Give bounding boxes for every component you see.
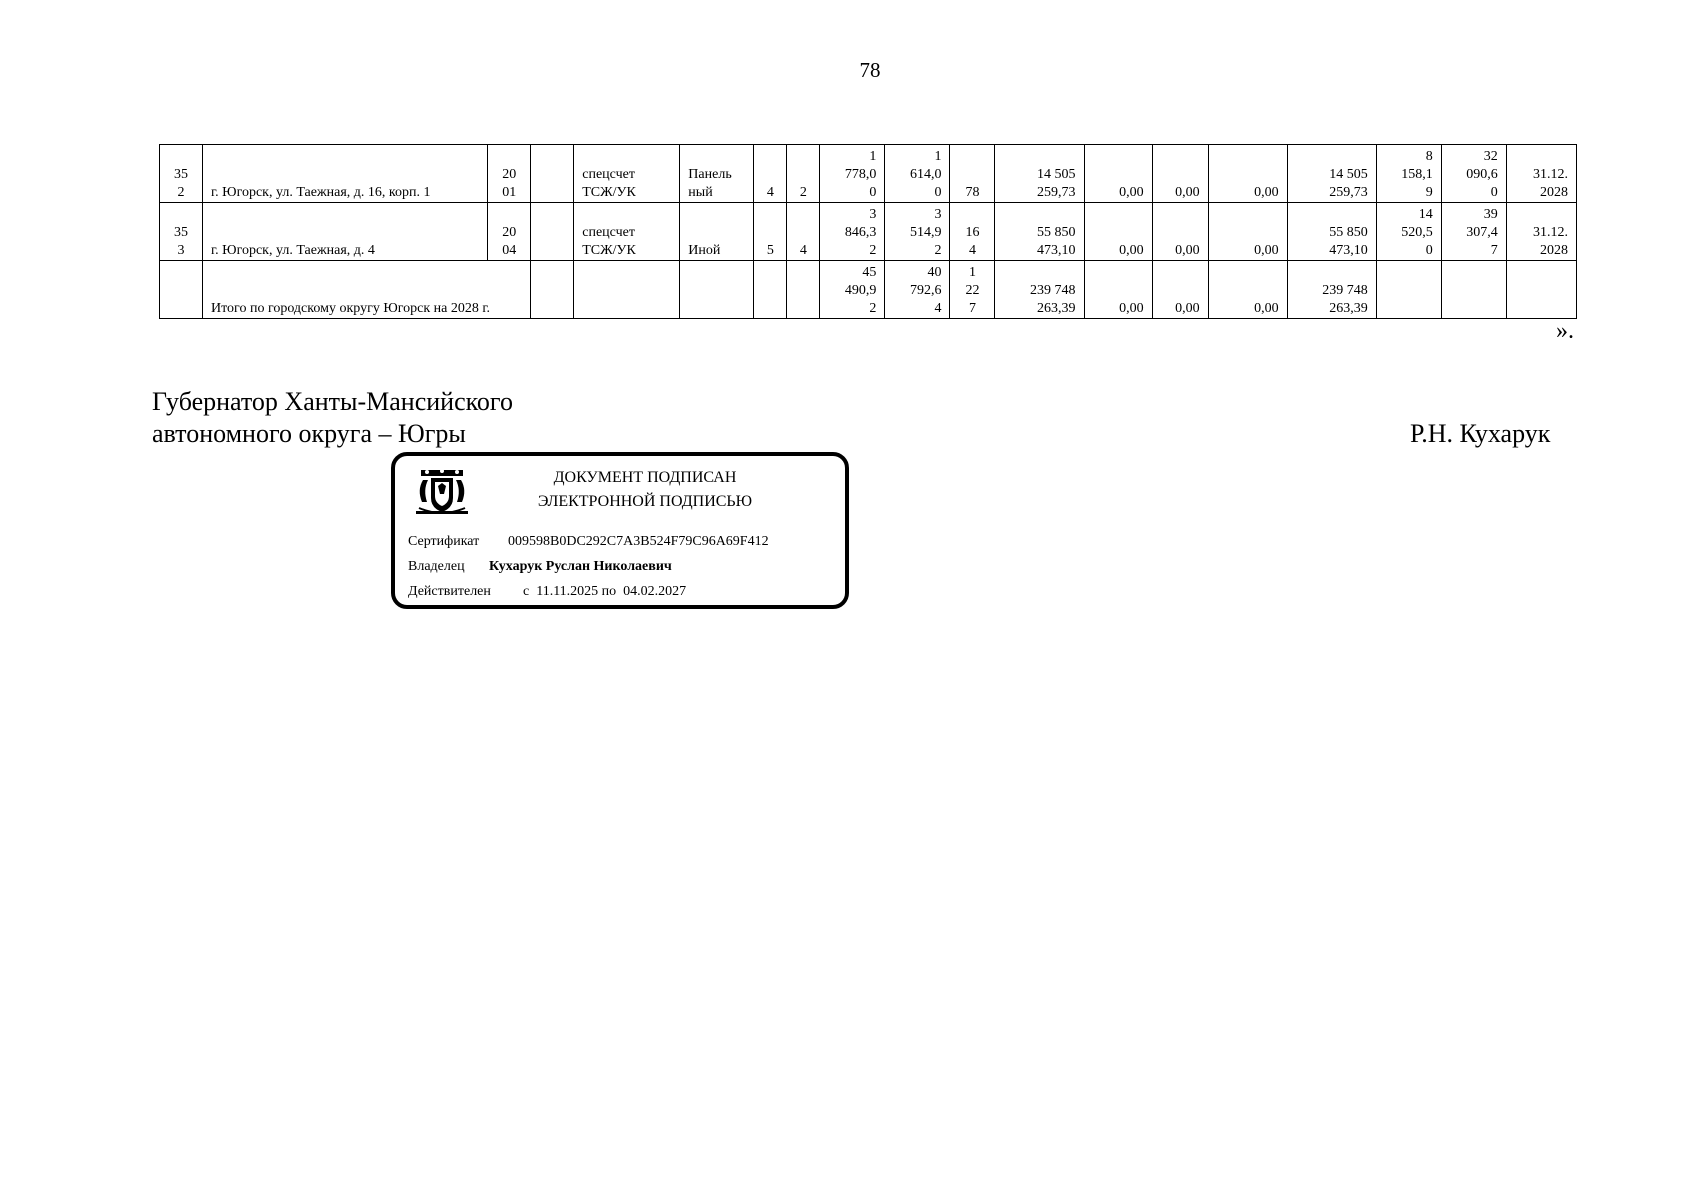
cost-owners-cell: 55 850 473,10 [1287, 203, 1376, 261]
apartment-buildings-table [159, 144, 1577, 319]
table-cell [680, 261, 754, 319]
row-number: 35 2 [160, 145, 203, 203]
address-cell: г. Югорск, ул. Таежная, д. 4 [203, 203, 488, 261]
year-cell: 20 01 [488, 145, 531, 203]
residents-cell: 16 4 [950, 203, 995, 261]
governor-title-line: автономного округа – Югры [152, 419, 466, 448]
floors-cell: 4 [754, 145, 787, 203]
total-area-cell: 3 846,3 2 [820, 203, 885, 261]
table-cell [160, 261, 203, 319]
address-cell: г. Югорск, ул. Таежная, д. 16, корп. 1 [203, 145, 488, 203]
max-unit-cost-cell: 32 090,6 0 [1441, 145, 1506, 203]
unit-cost-cell: 14 520,5 0 [1376, 203, 1441, 261]
certificate-label: Сертификат [408, 534, 480, 549]
floors-cell: 5 [754, 203, 787, 261]
table-cell [754, 261, 787, 319]
page-number: 78 [859, 58, 881, 82]
table-cell [1441, 261, 1506, 319]
residents-cell: 78 [950, 145, 995, 203]
cost-owners-cell: 14 505 259,73 [1287, 145, 1376, 203]
table-cell [1376, 261, 1441, 319]
wall-material-cell: Иной [680, 203, 754, 261]
validity-label: Действителен [408, 584, 491, 599]
cost-regional-cell: 0,00 [1152, 145, 1208, 203]
year-cell: 20 04 [488, 203, 531, 261]
unit-cost-cell: 8 158,1 9 [1376, 145, 1441, 203]
cost-total-cell: 239 748 263,39 [995, 261, 1084, 319]
entrances-cell: 4 [787, 203, 820, 261]
total-row [160, 261, 1577, 319]
cost-total-cell: 14 505 259,73 [995, 145, 1084, 203]
cost-local-cell: 0,00 [1208, 145, 1287, 203]
deadline-cell: 31.12. 2028 [1506, 145, 1576, 203]
fund-method-cell: спецсчет ТСЖ/УК [574, 145, 680, 203]
owner-label: Владелец [408, 559, 465, 574]
owner-value: Кухарук Руслан Николаевич [489, 559, 672, 574]
total-label-cell: Итого по городскому округу Югорск на 2028 г. [203, 261, 531, 319]
cost-total-cell: 55 850 473,10 [995, 203, 1084, 261]
owner-row [408, 559, 672, 575]
entrances-cell: 2 [787, 145, 820, 203]
cost-local-cell: 0,00 [1208, 203, 1287, 261]
row-number: 35 3 [160, 203, 203, 261]
certificate-value: 009598B0DC292C7A3B524F79C96A69F412 [508, 534, 769, 549]
cost-regional-cell: 0,00 [1152, 261, 1208, 319]
closing-quote: ». [1556, 318, 1574, 344]
stamp-title-line: ДОКУМЕНТ ПОДПИСАН [553, 469, 737, 486]
certificate-row [408, 534, 769, 550]
cost-owners-cell: 239 748 263,39 [1287, 261, 1376, 319]
cost-regional-cell: 0,00 [1152, 203, 1208, 261]
stamp-title-line: ЭЛЕКТРОННОЙ ПОДПИСЬЮ [537, 493, 753, 510]
governor-title-line: Губернатор Ханты-Мансийского [152, 387, 513, 416]
wall-material-cell: Панель ный [680, 145, 754, 203]
table-cell [1506, 261, 1576, 319]
table-row [160, 203, 1577, 261]
table-cell [787, 261, 820, 319]
table-cell [574, 261, 680, 319]
total-area-cell: 1 778,0 0 [820, 145, 885, 203]
residents-cell: 1 22 7 [950, 261, 995, 319]
table-row [160, 145, 1577, 203]
max-unit-cost-cell: 39 307,4 7 [1441, 203, 1506, 261]
premises-area-cell: 1 614,0 0 [885, 145, 950, 203]
cost-federal-cell: 0,00 [1084, 145, 1152, 203]
cost-federal-cell: 0,00 [1084, 261, 1152, 319]
table-cell [531, 203, 574, 261]
governor-name: Р.Н. Кухарук [1410, 419, 1551, 448]
cost-local-cell: 0,00 [1208, 261, 1287, 319]
validity-row [408, 584, 686, 600]
governor-title [152, 386, 513, 450]
table-cell [531, 261, 574, 319]
fund-method-cell: спецсчет ТСЖ/УК [574, 203, 680, 261]
deadline-cell: 31.12. 2028 [1506, 203, 1576, 261]
total-area-cell: 45 490,9 2 [820, 261, 885, 319]
electronic-signature-stamp [391, 452, 849, 609]
premises-area-cell: 40 792,6 4 [885, 261, 950, 319]
cost-federal-cell: 0,00 [1084, 203, 1152, 261]
stamp-title [475, 466, 815, 514]
coat-of-arms-icon [413, 468, 471, 518]
table-cell [531, 145, 574, 203]
validity-value: с 11.11.2025 по 04.02.2027 [523, 584, 687, 599]
premises-area-cell: 3 514,9 2 [885, 203, 950, 261]
